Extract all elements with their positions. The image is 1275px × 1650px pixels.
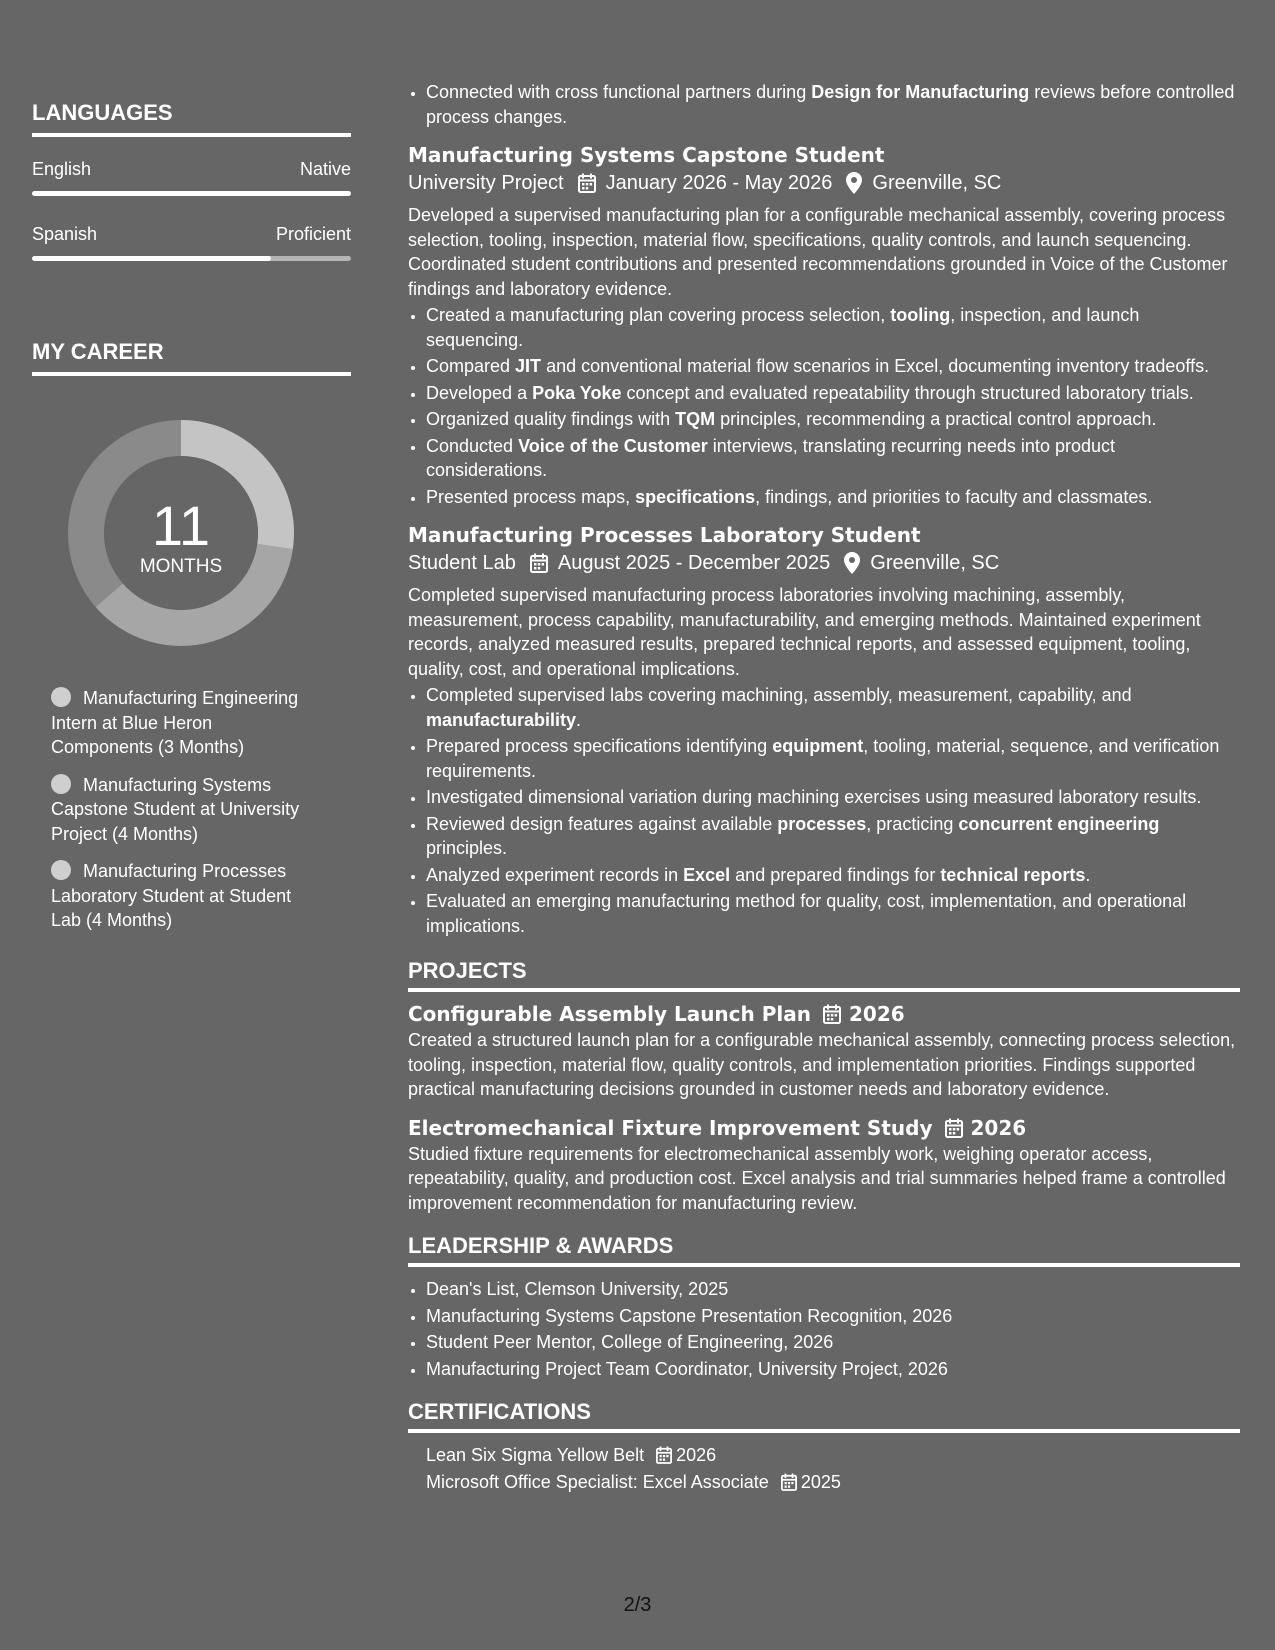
job-location: Greenville, SC	[872, 172, 1002, 194]
calendar-icon	[578, 173, 596, 193]
certifications-heading: CERTIFICATIONS	[408, 1399, 591, 1424]
awards-list	[408, 1277, 1240, 1381]
projects-section	[408, 956, 1240, 1215]
career-item	[51, 773, 313, 847]
map-pin-icon	[846, 172, 862, 194]
job-summary: Completed supervised manufacturing process laboratories involving machining, assembly, measurement, process capability, manufacturability, and emerging methods. Maintained experiment records, analyzed measured results, prepared technical reports, and assessed equipment, tooling, quality, cost, and operational implications.	[408, 585, 1201, 679]
career-item	[51, 859, 313, 933]
awards-section	[408, 1231, 1240, 1381]
bullet-item: • Reviewed design features against available processes, practicing concurrent engineering principles.	[426, 812, 1240, 861]
award-item: • Dean's List, Clemson University, 2025	[426, 1277, 1240, 1302]
language-name: Spanish	[32, 224, 98, 244]
experience-entry	[408, 521, 1240, 938]
career-heading: MY CAREER	[32, 339, 164, 364]
career-dot	[51, 774, 71, 794]
language-level: Native	[299, 159, 351, 179]
calendar-icon	[781, 1473, 797, 1491]
bullet-item: • Compared JIT and conventional material flow scenarios in Excel, documenting inventory tradeoffs.	[426, 354, 1240, 379]
career-dot	[51, 860, 71, 880]
job-bullets	[408, 303, 1240, 509]
certifications-section	[408, 1397, 1240, 1494]
job-org: University Project	[408, 172, 564, 194]
language-bar	[32, 191, 351, 196]
languages-rule	[32, 133, 351, 137]
career-section	[32, 337, 351, 933]
page-number: 2/3	[623, 1594, 652, 1616]
career-list	[32, 686, 313, 933]
certification-name: Lean Six Sigma Yellow Belt	[426, 1445, 645, 1465]
language-bar	[32, 256, 351, 261]
language-bar-fill	[32, 191, 351, 196]
job-dates: August 2025 - December 2025	[557, 552, 831, 574]
language-item	[32, 222, 351, 261]
certification-year: 2025	[800, 1471, 841, 1492]
certification-item	[426, 1470, 1240, 1495]
certification-year: 2026	[676, 1445, 717, 1465]
career-item-label: Manufacturing Engineering Intern at Blue Heron Components (3 Months)	[51, 688, 299, 757]
award-item: • Manufacturing Systems Capstone Presentation Recognition, 2026	[426, 1304, 1240, 1329]
career-donut	[66, 418, 296, 648]
bullet-item: • Conducted Voice of the Customer interviews, translating recurring needs into product considerations.	[426, 434, 1240, 483]
job-title: Manufacturing Processes Laboratory Student	[408, 523, 921, 547]
job-title: Manufacturing Systems Capstone Student	[408, 143, 885, 167]
certifications-list	[408, 1443, 1240, 1494]
bullet-item: • Investigated dimensional variation during machining exercises using measured laboratory results.	[426, 785, 1240, 810]
language-name: English	[32, 159, 92, 179]
awards-rule	[408, 1263, 1240, 1267]
right-column	[408, 80, 1240, 1496]
bullet-item: • Connected with cross functional partners during Design for Manufacturing reviews before controlled process changes.	[426, 80, 1240, 129]
projects-heading: PROJECTS	[408, 958, 527, 983]
award-item: • Manufacturing Project Team Coordinator, University Project, 2026	[426, 1357, 1240, 1382]
job-location: Greenville, SC	[870, 552, 1000, 574]
job-dates: January 2026 - May 2026	[605, 172, 833, 194]
languages-heading: LANGUAGES	[32, 100, 173, 125]
bullet-item: • Created a manufacturing plan covering process selection, tooling, inspection, and launch sequencing.	[426, 303, 1240, 352]
certification-item	[426, 1443, 1240, 1468]
job-org: Student Lab	[408, 552, 516, 574]
experience-entry	[408, 141, 1240, 509]
left-column	[32, 98, 351, 946]
career-dot	[51, 687, 71, 707]
job-summary: Developed a supervised manufacturing plan for a configurable mechanical assembly, covering process selection, tooling, inspection, material flow, specifications, quality controls, and launch sequencing. Coordinated student contributions and presented recommendations grounded in Voice of the Customer findings and laboratory evidence.	[408, 205, 1228, 299]
career-total-unit: MONTHS	[139, 556, 223, 577]
project-desc: Studied fixture requirements for electromechanical assembly work, weighing operator access, repeatability, quality, and production cost. Excel analysis and trial summaries helped frame a controlled improvement recommendation for manufacturing review.	[408, 1143, 1226, 1213]
language-bar-fill	[32, 256, 271, 261]
bullet-item: • Prepared process specifications identifying equipment, tooling, material, sequence, and verification requirements.	[426, 734, 1240, 783]
bullet-item: • Analyzed experiment records in Excel and prepared findings for technical reports.	[426, 863, 1240, 888]
career-item-label: Manufacturing Systems Capstone Student at University Project (4 Months)	[51, 774, 300, 844]
calendar-icon	[530, 553, 548, 573]
bullet-item: • Completed supervised labs covering machining, assembly, measurement, capability, and manufacturability.	[426, 683, 1240, 732]
awards-heading: LEADERSHIP & AWARDS	[408, 1233, 674, 1258]
job-meta	[408, 549, 1240, 577]
language-level: Proficient	[275, 224, 351, 244]
career-item	[51, 686, 313, 760]
project-desc: Created a structured launch plan for a configurable mechanical assembly, connecting process selection, tooling, inspection, material flow, quality controls, and implementation priorities. Findings supported practical manufacturing decisions grounded in customer needs and laboratory evidence.	[408, 1030, 1236, 1099]
award-item: • Student Peer Mentor, College of Engineering, 2026	[426, 1330, 1240, 1355]
map-pin-icon	[844, 552, 860, 574]
project-title: Configurable Assembly Launch Plan	[408, 1002, 811, 1026]
calendar-icon	[945, 1118, 963, 1138]
project-entry	[408, 1114, 1240, 1216]
projects-rule	[408, 988, 1240, 992]
bullet-item: • Organized quality findings with TQM principles, recommending a practical control approach.	[426, 407, 1240, 432]
job-bullets	[408, 683, 1240, 938]
languages-section	[32, 98, 351, 261]
project-title-row	[408, 1000, 1240, 1028]
project-year: 2026	[970, 1115, 1027, 1140]
certifications-rule	[408, 1429, 1240, 1433]
project-title: Electromechanical Fixture Improvement Study	[408, 1115, 933, 1140]
career-rule	[32, 372, 351, 376]
career-item-label: Manufacturing Processes Laboratory Student at Student Lab (4 Months)	[51, 861, 292, 930]
project-title-row	[408, 1114, 1240, 1142]
bullet-item: • Presented process maps, specifications, findings, and priorities to faculty and classmates.	[426, 485, 1240, 510]
bullet-item: • Developed a Poka Yoke concept and evaluated repeatability through structured laboratory trials.	[426, 381, 1240, 406]
project-year: 2026	[848, 1002, 905, 1026]
certification-name: Microsoft Office Specialist: Excel Associate	[426, 1471, 769, 1492]
bullet-item: • Evaluated an emerging manufacturing method for quality, cost, implementation, and operational implications.	[426, 889, 1240, 938]
calendar-icon	[656, 1446, 672, 1464]
language-item	[32, 157, 351, 196]
project-entry	[408, 1000, 1240, 1102]
career-total-number: 11	[151, 494, 211, 557]
calendar-icon	[823, 1004, 841, 1024]
job-meta	[408, 169, 1240, 197]
prev-job-bullets	[408, 80, 1240, 129]
